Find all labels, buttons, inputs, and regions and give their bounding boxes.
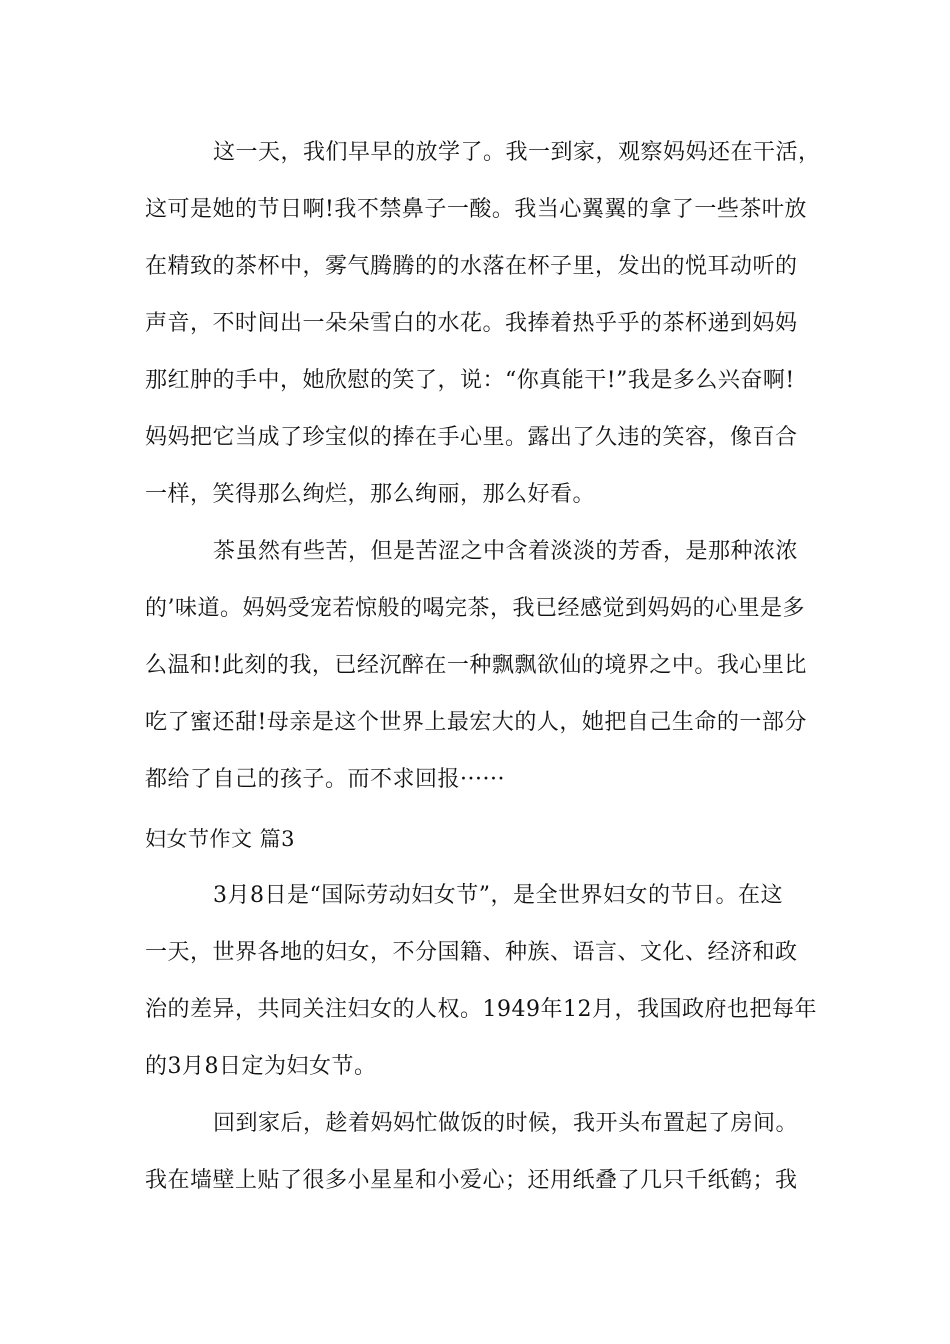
- paragraph-4-line-2: 我在墙壁上贴了很多小星星和小爱心；还用纸叠了几只千纸鹤；我: [145, 1168, 798, 1193]
- paragraph-4-line-1: 回到家后，趁着妈妈忙做饭的时候，我开头布置起了房间。: [213, 1111, 799, 1136]
- section-heading: 妇女节作文 篇3: [145, 827, 296, 851]
- paragraph-1-line-2: 这可是她的节日啊!我不禁鼻子一酸。我当心翼翼的拿了一些茶叶放: [145, 197, 807, 222]
- paragraph-3-line-2: 一天，世界各地的妇女，不分国籍、种族、语言、文化、经济和政: [145, 940, 798, 965]
- paragraph-2-line-4: 吃了蜜还甜!母亲是这个世界上最宏大的人，她把自己生命的一部分: [145, 710, 807, 735]
- paragraph-2-line-2: 的’味道。妈妈受宠若惊般的喝完茶，我已经感觉到妈妈的心里是多: [145, 596, 805, 621]
- paragraph-1-line-5: 那红肿的手中，她欣慰的笑了，说：“你真能干!”我是多么兴奋啊!: [145, 368, 795, 393]
- paragraph-2-line-3: 么温和!此刻的我，已经沉醉在一种飘飘欲仙的境界之中。我心里比: [145, 653, 807, 678]
- paragraph-1-line-7: 一样，笑得那么绚烂，那么绚丽，那么好看。: [145, 482, 596, 507]
- paragraph-3-line-1: 3月8日是“国际劳动妇女节”，是全世界妇女的节日。在这: [213, 883, 783, 908]
- paragraph-1-line-1: 这一天，我们早早的放学了。我一到家，观察妈妈还在干活，: [213, 140, 821, 165]
- paragraph-1-line-3: 在精致的茶杯中，雾气腾腾的的水落在杯子里，发出的悦耳动听的: [145, 254, 798, 279]
- paragraph-1-line-6: 妈妈把它当成了珍宝似的捧在手心里。露出了久违的笑容，像百合: [145, 425, 798, 450]
- paragraph-1-line-4: 声音，不时间出一朵朵雪白的水花。我捧着热乎乎的茶杯递到妈妈: [145, 311, 798, 336]
- paragraph-2-line-5: 都给了自己的孩子。而不求回报······: [145, 767, 505, 792]
- paragraph-3-line-3: 治的差异，共同关注妇女的人权。1949年12月，我国政府也把每年: [145, 997, 817, 1022]
- paragraph-2-line-1: 茶虽然有些苦，但是苦涩之中含着淡淡的芳香，是那种浓浓: [213, 539, 799, 564]
- paragraph-3-line-4: 的3月8日定为妇女节。: [145, 1054, 377, 1079]
